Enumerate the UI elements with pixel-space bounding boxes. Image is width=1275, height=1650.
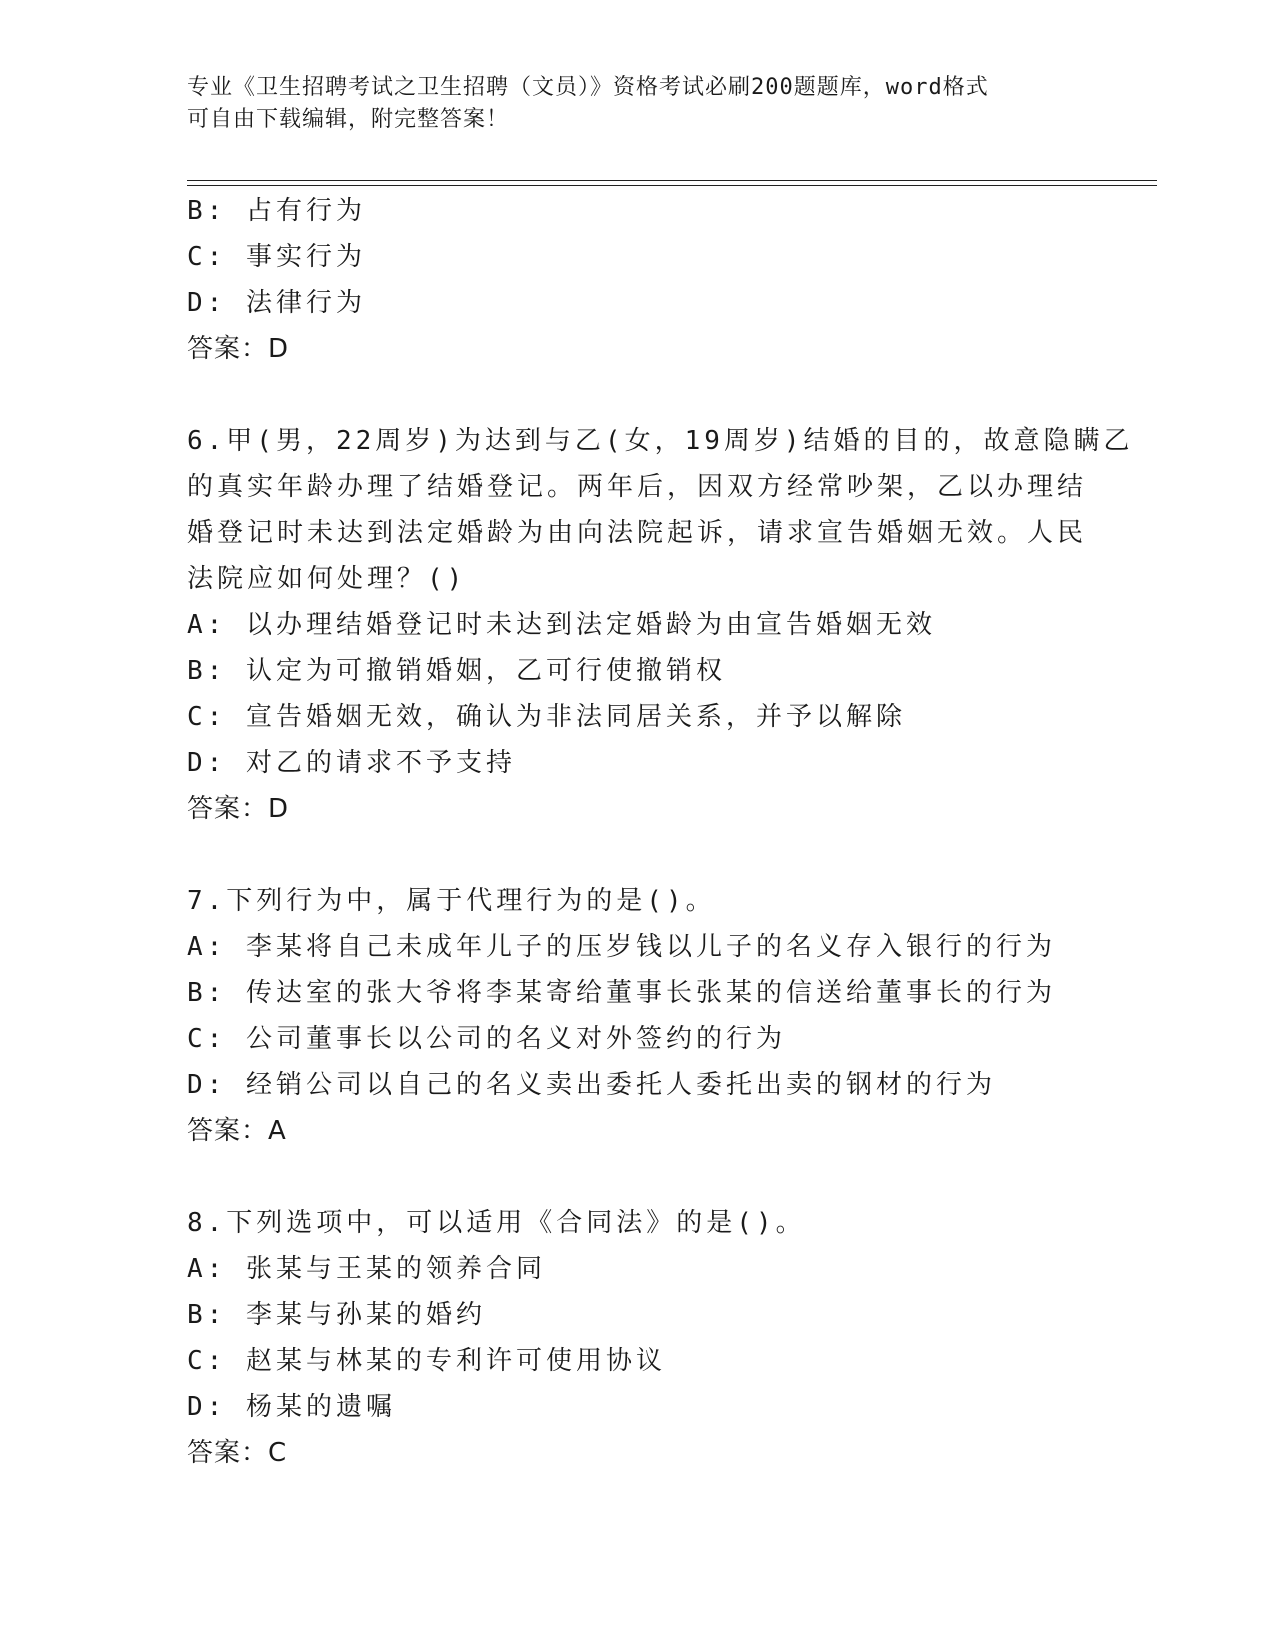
header-divider-top [187, 180, 1157, 181]
answer-line: 答案：C [187, 1438, 288, 1468]
question-stem [187, 418, 1134, 602]
question-5-tail [187, 188, 1107, 372]
question-stem: 8.下列选项中，可以适用《合同法》的是()。 [187, 1208, 806, 1238]
answer-line: 答案：D [187, 794, 290, 824]
spacer [187, 372, 1107, 418]
question-8 [187, 1200, 1107, 1476]
question-stem-line: 法院应如何处理？() [187, 564, 467, 594]
question-7 [187, 878, 1107, 1154]
question-stem-line: 婚登记时未达到法定婚龄为由向法院起诉，请求宣告婚姻无效。人民 [187, 518, 1088, 548]
option-a: A: 李某将自己未成年儿子的压岁钱以儿子的名义存入银行的行为 [187, 932, 1056, 962]
header-title-line-2: 可自由下载编辑，附完整答案！ [187, 107, 510, 132]
question-stem: 7.下列行为中，属于代理行为的是()。 [187, 886, 716, 916]
header-divider-bottom [187, 185, 1157, 186]
document-header [187, 72, 1087, 136]
option-b: B: 传达室的张大爷将李某寄给董事长张某的信送给董事长的行为 [187, 978, 1056, 1008]
option-b: B: 占有行为 [187, 196, 366, 226]
option-d: D: 对乙的请求不予支持 [187, 748, 516, 778]
option-d: D: 经销公司以自己的名义卖出委托人委托出卖的钢材的行为 [187, 1070, 996, 1100]
option-d: D: 法律行为 [187, 288, 366, 318]
option-d: D: 杨某的遗嘱 [187, 1392, 396, 1422]
answer-line: 答案：A [187, 1116, 287, 1146]
spacer [187, 1154, 1107, 1200]
answer-line: 答案：D [187, 334, 290, 364]
option-c: C: 宣告婚姻无效，确认为非法同居关系，并予以解除 [187, 702, 906, 732]
question-stem-line: 的真实年龄办理了结婚登记。两年后，因双方经常吵架，乙以办理结 [187, 472, 1088, 502]
spacer [187, 832, 1107, 878]
option-b: B: 李某与孙某的婚约 [187, 1300, 486, 1330]
option-a: A: 以办理结婚登记时未达到法定婚龄为由宣告婚姻无效 [187, 610, 936, 640]
option-c: C: 公司董事长以公司的名义对外签约的行为 [187, 1024, 786, 1054]
option-c: C: 赵某与林某的专利许可使用协议 [187, 1346, 666, 1376]
option-a: A: 张某与王某的领养合同 [187, 1254, 546, 1284]
header-title-line-1: 专业《卫生招聘考试之卫生招聘（文员）》资格考试必刷200题题库，word格式 [187, 75, 989, 100]
option-b: B: 认定为可撤销婚姻，乙可行使撤销权 [187, 656, 726, 686]
question-list [187, 188, 1134, 1476]
option-c: C: 事实行为 [187, 242, 366, 272]
question-stem-line: 6.甲(男，22周岁)为达到与乙(女，19周岁)结婚的目的，故意隐瞒乙 [187, 426, 1134, 456]
question-6 [187, 418, 1134, 832]
